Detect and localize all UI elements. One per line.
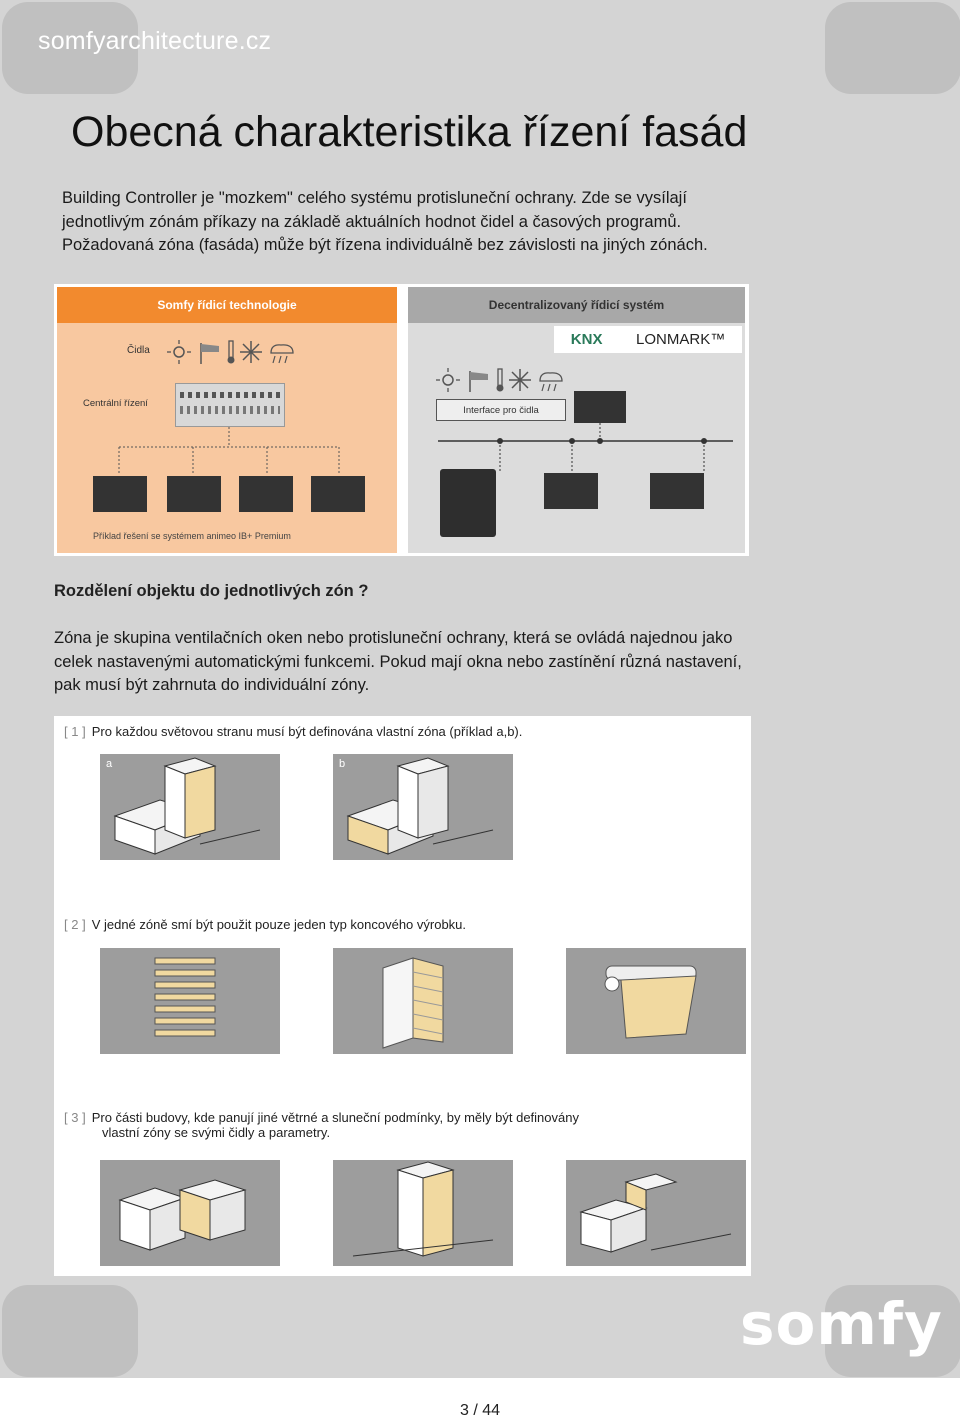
page-title: Obecná charakteristika řízení fasád	[71, 108, 748, 156]
intro-line: Building Controller je "mozkem" celého systému protisluneční ochrany. Zde se vysílají	[62, 189, 687, 207]
page-number: 3 / 44	[459, 1402, 501, 1419]
central-controller-device	[175, 383, 285, 427]
motor-controller	[650, 473, 704, 509]
intro-line: jednotlivým zónám příkazy na základě aktuálních hodnot čidel a časových programů.	[62, 212, 682, 231]
sensors-label: Čidla	[127, 345, 150, 356]
venetian-blind-illustration	[100, 948, 280, 1054]
rule-1	[64, 724, 522, 739]
motor-controller	[239, 476, 293, 512]
shutter-icon	[333, 948, 513, 1054]
motor-controller	[167, 476, 221, 512]
control-system-figure	[54, 284, 749, 556]
awning-illustration	[566, 948, 746, 1054]
building-icon	[333, 1160, 513, 1266]
building-icon	[100, 754, 280, 860]
zone-line: pak musí být zahrnuta do individuální zóny.	[54, 676, 370, 694]
panel-title: Decentralizovaný řídicí systém	[408, 287, 745, 323]
rule-2	[64, 917, 466, 932]
rule-text: Pro části budovy, kde panují jiné větrné a sluneční podmínky, by měly být definovány	[91, 1110, 579, 1125]
rule-text: V jedné zóně smí být použit pouze jeden typ koncového výrobku.	[91, 917, 467, 932]
sensor-interface-device	[574, 391, 626, 423]
window-blind-illustration	[333, 948, 513, 1054]
rule-number: [ 3 ]	[64, 1110, 86, 1125]
panel-title: Somfy řídicí technologie	[57, 287, 397, 323]
site-url[interactable]: somfyarchitecture.cz	[38, 27, 272, 55]
tile-label: a	[106, 758, 113, 770]
low-building-illustration	[566, 1160, 746, 1266]
decentralized-system-panel	[408, 287, 745, 553]
tile-label: b	[339, 758, 346, 770]
protocol-logos	[554, 326, 742, 353]
awning-icon	[566, 948, 746, 1054]
motor-controller	[93, 476, 147, 512]
building-illustration-b	[333, 754, 513, 860]
sensor-interface-box: Interface pro čidla	[436, 399, 566, 421]
bus-lines	[57, 427, 397, 477]
building-illustration-a	[100, 754, 280, 860]
control-box-device	[440, 469, 496, 537]
rule-number: [ 1 ]	[64, 724, 86, 739]
section-heading: Rozdělení objektu do jednotlivých zón ?	[54, 582, 369, 600]
rule-3	[64, 1110, 579, 1140]
intro-line: Požadovaná zóna (fasáda) může být řízena individuálně bez závislosti na jiných zónách.	[62, 236, 708, 254]
sensors-icon	[167, 339, 297, 365]
lonmark-logo: LONMARK™	[636, 331, 726, 348]
zone-rules-figure	[54, 716, 751, 1276]
somfy-technology-panel	[57, 287, 397, 553]
somfy-logo: somfy	[740, 1290, 943, 1358]
motor-controller	[544, 473, 598, 509]
sensors-icon	[436, 367, 566, 393]
knx-logo: KNX	[570, 331, 603, 348]
example-caption: Příklad řešení se systémem animeo IB+ Premium	[93, 531, 291, 541]
rule-text: Pro každou světovou stranu musí být definována vlastní zóna (příklad a,b).	[91, 724, 523, 739]
building-icon	[333, 754, 513, 860]
central-control-label: Centrální řízení	[83, 398, 148, 409]
zone-line: celek nastavenými automatickými funkcemi. Pokud mají okna nebo zastínění různá nastavení,	[54, 652, 742, 671]
rule-text: vlastní zóny se svými čidly a parametry.	[102, 1125, 331, 1140]
tower-building-illustration	[333, 1160, 513, 1266]
zone-description	[54, 627, 834, 698]
bus-lines	[408, 423, 745, 473]
building-icon	[566, 1160, 746, 1266]
motor-controller	[311, 476, 365, 512]
rule-number: [ 2 ]	[64, 917, 86, 932]
intro-paragraph	[62, 187, 862, 258]
corner-decoration-bottom-left	[2, 1285, 138, 1377]
building-icon	[100, 1160, 280, 1266]
zone-line: Zóna je skupina ventilačních oken nebo protisluneční ochrany, která se ovládá najednou jako	[54, 629, 733, 647]
corner-decoration-top-right	[825, 2, 960, 94]
blind-icon	[100, 948, 280, 1054]
building-group-illustration	[100, 1160, 280, 1266]
